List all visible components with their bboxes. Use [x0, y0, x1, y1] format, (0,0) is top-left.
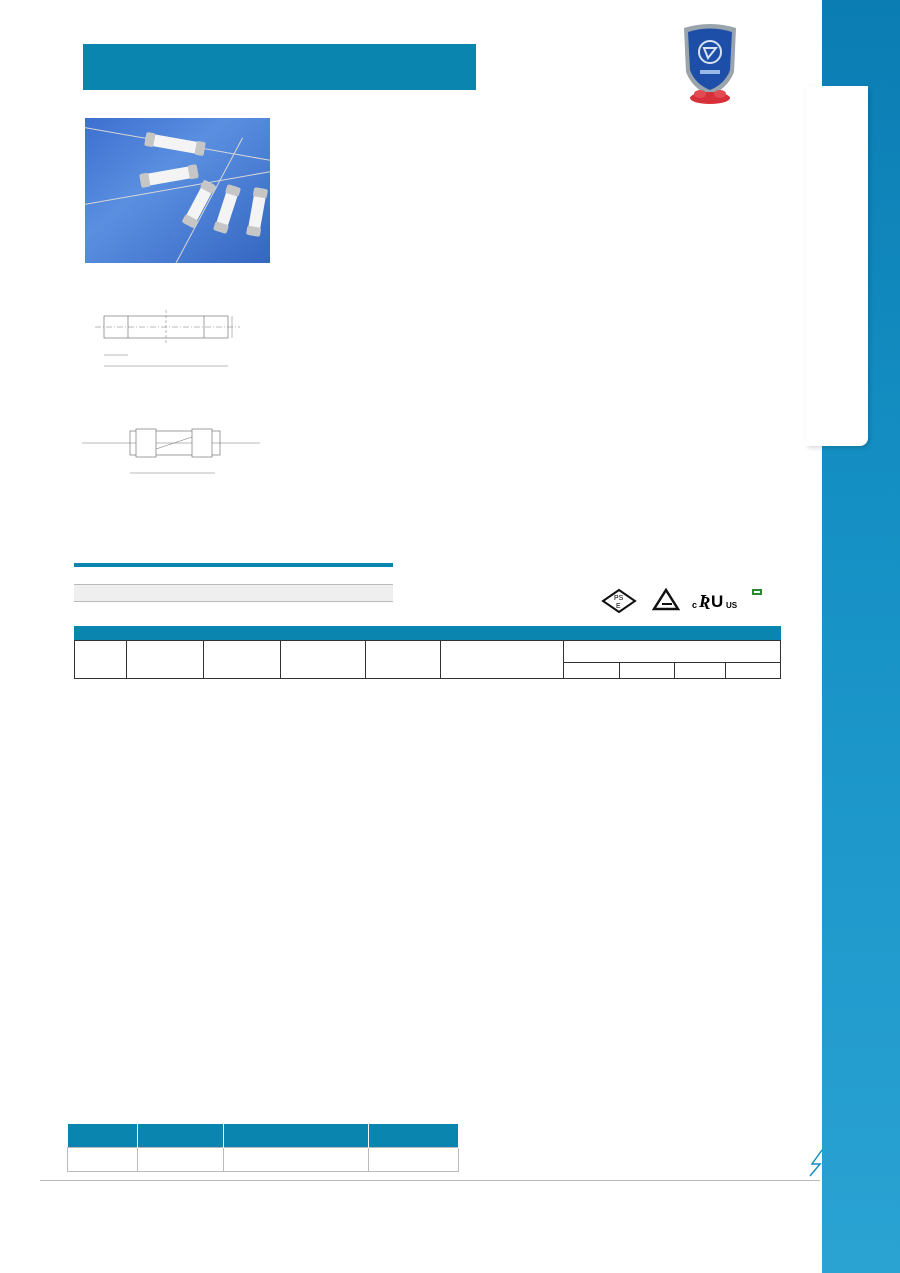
col-curus [675, 663, 726, 679]
time-current-table [74, 563, 393, 602]
tc-header [234, 567, 314, 584]
tuv-triangle-icon [652, 588, 680, 612]
col-breaking-capacity [441, 641, 564, 679]
page-title [83, 44, 476, 90]
tc-header [313, 567, 393, 584]
order-amp-code-cell[interactable] [138, 1147, 224, 1171]
order-col-amp-code [138, 1124, 224, 1147]
tc-header [154, 567, 234, 584]
order-col-series [68, 1124, 138, 1147]
svg-text:US: US [726, 601, 738, 610]
col-amp [75, 641, 127, 679]
svg-text:PS: PS [614, 595, 624, 602]
order-col-qty [369, 1124, 459, 1147]
svg-text:E: E [616, 603, 621, 610]
brand-shield-logo [678, 22, 742, 108]
tc-cell [313, 584, 393, 601]
order-series-cell [68, 1147, 138, 1171]
notes [76, 1019, 116, 1030]
dimension-drawing [80, 305, 270, 485]
svg-text:U: U [711, 592, 724, 611]
electrical-characteristics-table [74, 640, 781, 679]
col-resistance [280, 641, 365, 679]
tc-cell [234, 584, 314, 601]
col-culus [620, 663, 675, 679]
footer-bolt-icon [808, 1148, 826, 1178]
col-rated-voltage [203, 641, 280, 679]
ordering-table [67, 1124, 459, 1172]
chart-plot [552, 128, 820, 548]
it-curve-chart [552, 128, 820, 548]
electrical-caption [74, 626, 781, 640]
svg-text:Ʀ: Ʀ [699, 591, 710, 611]
product-photo [85, 118, 270, 263]
tc-header [74, 567, 154, 584]
col-i2t [365, 641, 441, 679]
col-rated-current [126, 641, 203, 679]
pse-mark-icon [601, 588, 637, 614]
lead-note-1 [86, 495, 108, 507]
svg-text:c: c [692, 600, 698, 610]
order-supplementary-cell[interactable] [224, 1147, 369, 1171]
cur-us-mark-icon [692, 588, 740, 612]
order-col-supplementary-code [224, 1124, 369, 1147]
col-approvals [564, 641, 781, 663]
order-qty-cell[interactable] [369, 1147, 459, 1171]
col-tuv [564, 663, 620, 679]
col-pse [726, 663, 781, 679]
lead-note-2 [100, 519, 140, 531]
footer-divider [40, 1180, 820, 1181]
tc-cell [74, 584, 154, 601]
rohs-badge [752, 589, 762, 595]
tc-cell [154, 584, 234, 601]
